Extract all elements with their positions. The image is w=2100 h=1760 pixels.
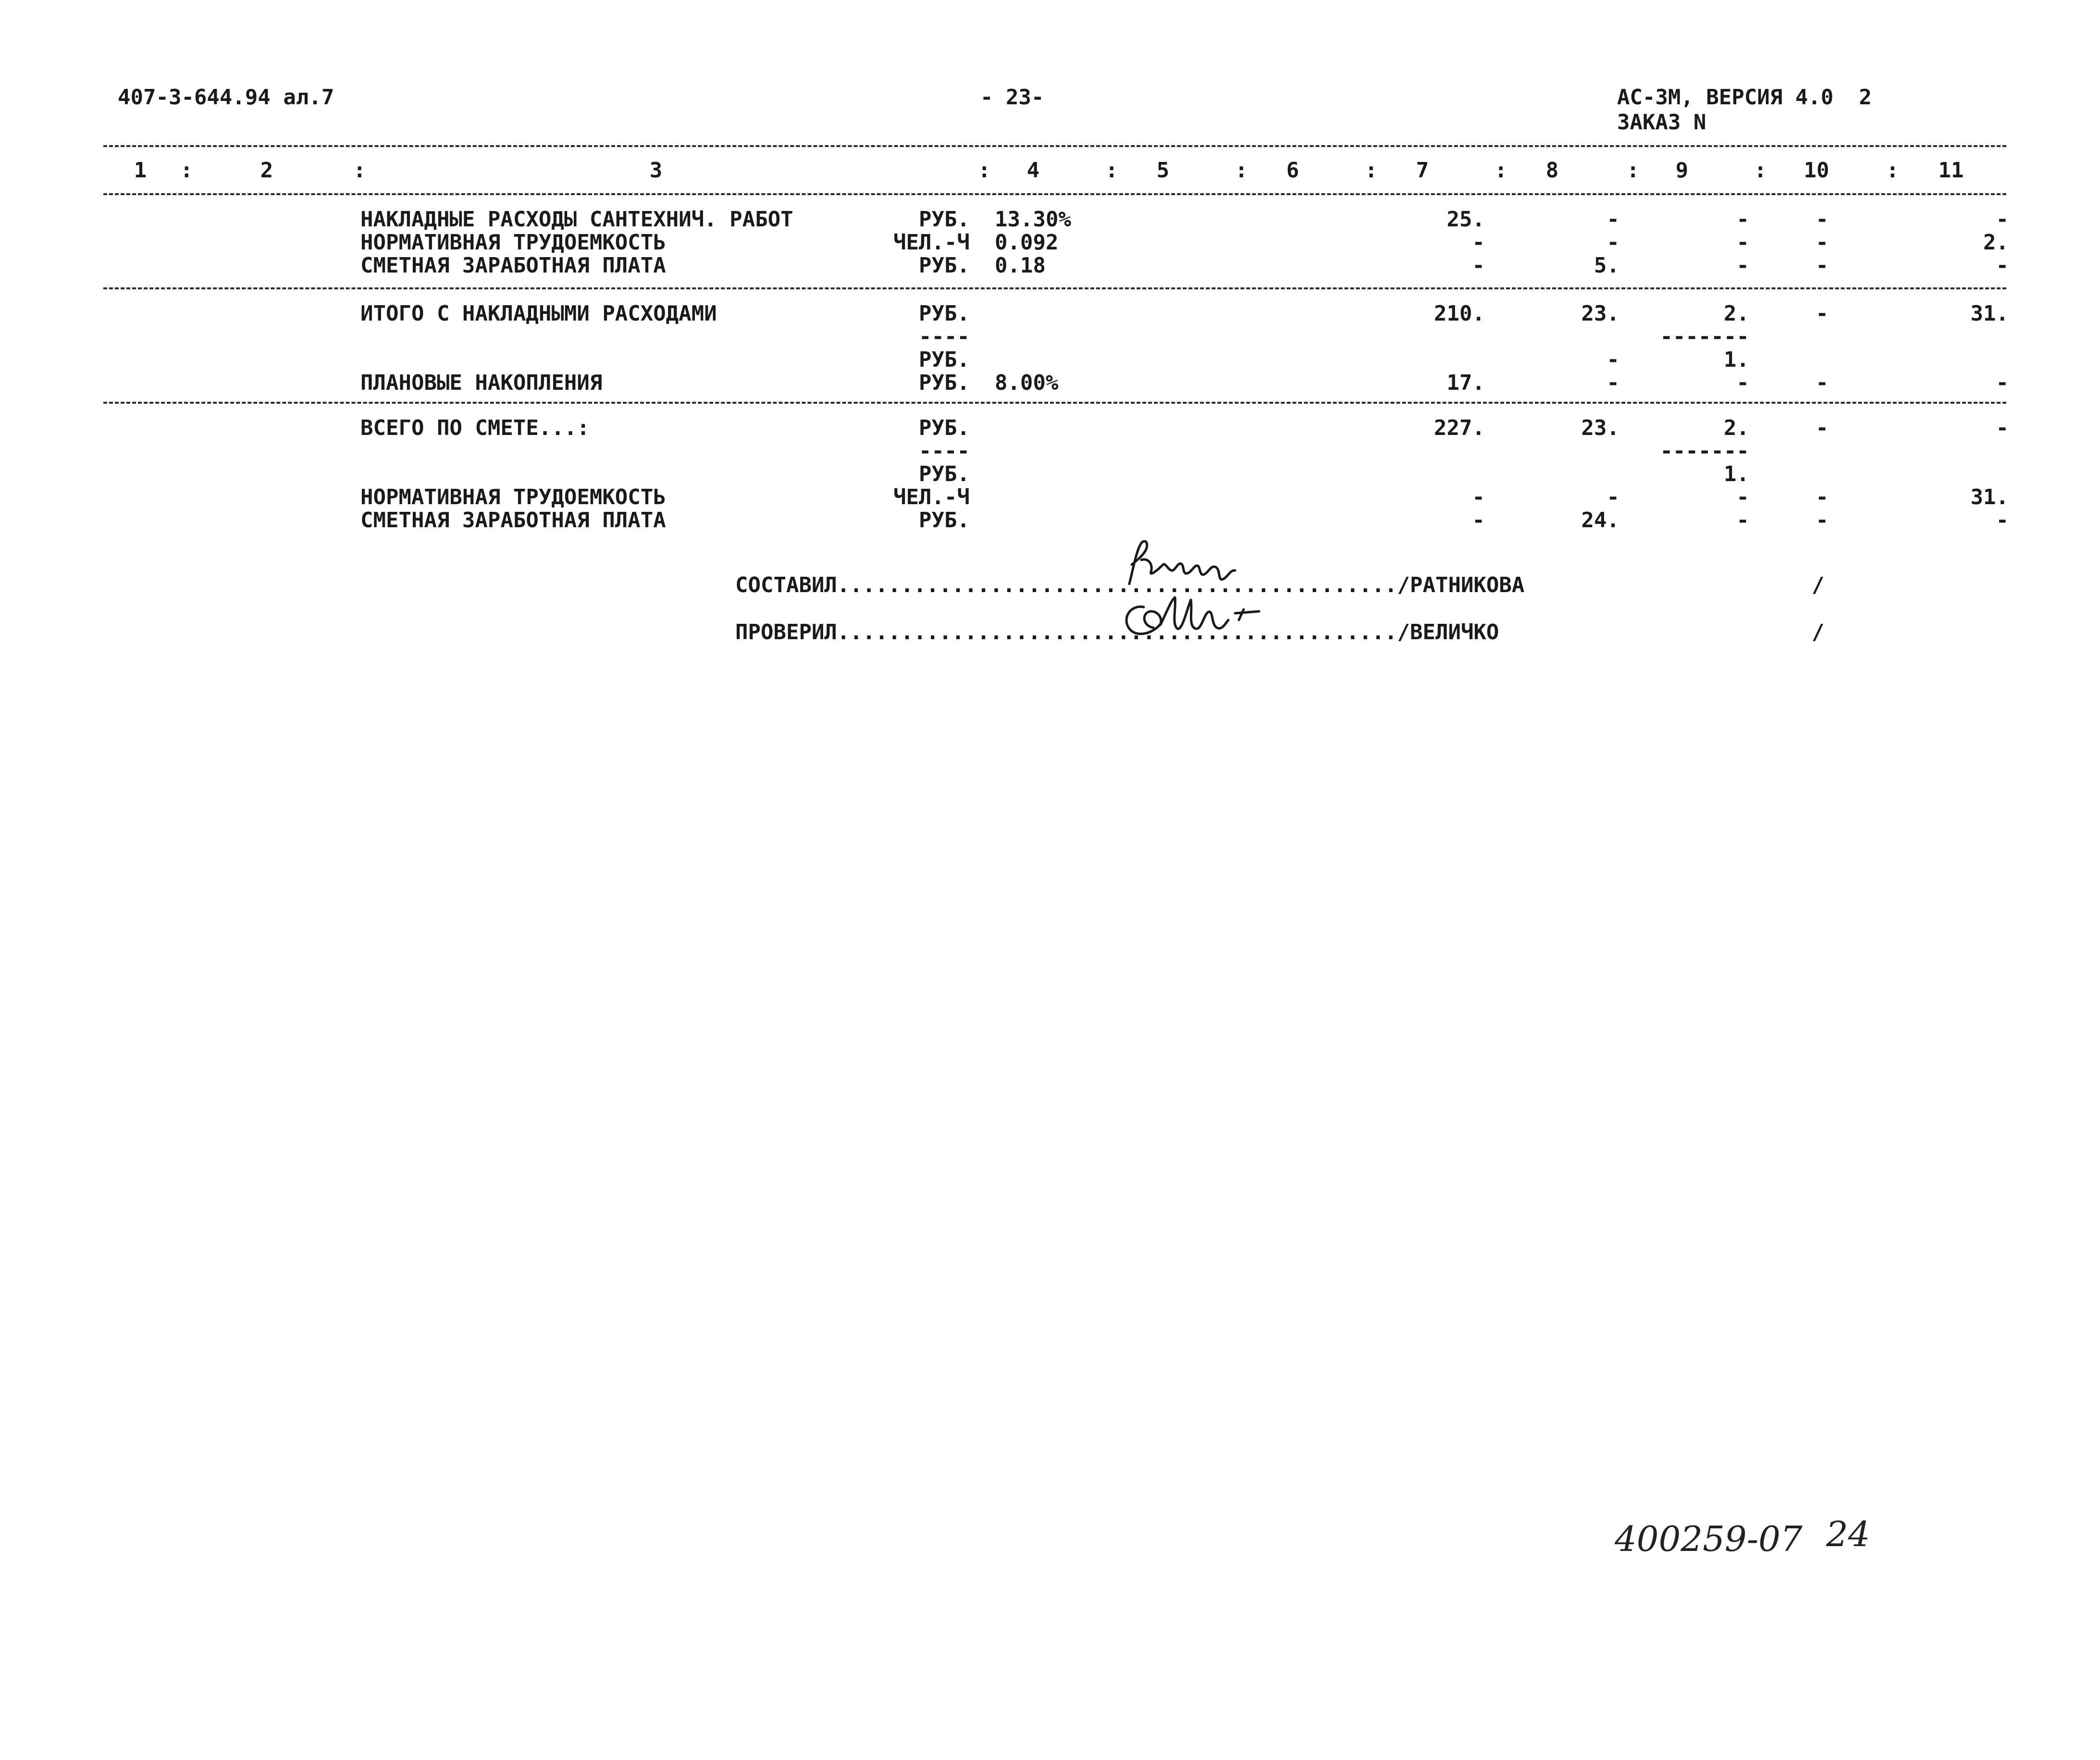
- sheet-number: 24: [1826, 1514, 1870, 1554]
- checked-by-line: ПРОВЕРИЛ............................................/ВЕЛИЧКО: [735, 620, 1499, 645]
- rule-header-bottom: [103, 193, 2006, 195]
- column-separator: :: [1365, 158, 1378, 183]
- column-separator: :: [1754, 158, 1767, 183]
- row-name: ПЛАНОВЫЕ НАКОПЛЕНИЯ: [360, 371, 603, 395]
- row-col9: -: [1736, 207, 1749, 232]
- row-col11: 2.: [1983, 230, 2009, 255]
- row-col11: -: [1996, 508, 2009, 533]
- program-version: АС-ЗМ, ВЕРСИЯ 4.0 2: [1617, 85, 1872, 110]
- row-rate: 0.092: [995, 230, 1059, 255]
- row-name: ИТОГО С НАКЛАДНЫМИ РАСХОДАМИ: [360, 301, 717, 326]
- row-col10: -: [1816, 301, 1828, 326]
- row-rate: 8.00%: [995, 371, 1059, 395]
- column-separator: :: [1627, 158, 1640, 183]
- row-col8: -: [1606, 207, 1619, 232]
- row-col8: 23.: [1581, 301, 1619, 326]
- column-number-11: 11: [1938, 158, 1964, 183]
- column-number-5: 5: [1156, 158, 1170, 183]
- row-col8: 5.: [1594, 253, 1619, 278]
- row-col9: 2.: [1724, 416, 1749, 440]
- column-separator: :: [1495, 158, 1507, 183]
- row-unit: РУБ.: [919, 301, 970, 326]
- row-name: НОРМАТИВНАЯ ТРУДОЕМКОСТЬ: [360, 230, 666, 255]
- rule-section-1: [103, 287, 2006, 289]
- column-separator: :: [1105, 158, 1118, 183]
- row-col7: -: [1472, 485, 1485, 509]
- row-col11: 31.: [1970, 485, 2009, 509]
- row-unit: РУБ.: [919, 508, 970, 533]
- row-col11: -: [1996, 371, 2009, 395]
- row-unit: ЧЕЛ.-Ч: [893, 485, 970, 509]
- column-number-8: 8: [1545, 158, 1559, 183]
- row-unit: ЧЕЛ.-Ч: [893, 230, 970, 255]
- column-number-4: 4: [1026, 158, 1040, 183]
- page-number: - 23-: [980, 85, 1044, 110]
- archive-number: 400259-07: [1615, 1519, 1803, 1559]
- row-unit: РУБ.: [919, 462, 970, 486]
- row-col10: -: [1816, 253, 1828, 278]
- column-separator: :: [180, 158, 193, 183]
- compiled-by-line: СОСТАВИЛ............................................/РАТНИКОВА: [735, 573, 1525, 597]
- row-col7: -: [1472, 230, 1485, 255]
- row-col9: -: [1736, 485, 1749, 509]
- row-col9: -: [1736, 508, 1749, 533]
- row-col9: 2.: [1724, 301, 1749, 326]
- row-col10: -: [1816, 508, 1828, 533]
- row-col10: -: [1816, 207, 1828, 232]
- row-col11: -: [1996, 416, 2009, 440]
- column-number-1: 1: [134, 158, 147, 183]
- row-rate: 0.18: [995, 253, 1046, 278]
- row-col9: 1.: [1724, 347, 1749, 372]
- row-unit: РУБ.: [919, 347, 970, 372]
- row-name: НОРМАТИВНАЯ ТРУДОЕМКОСТЬ: [360, 485, 666, 509]
- row-unit: РУБ.: [919, 253, 970, 278]
- column-number-3: 3: [649, 158, 663, 183]
- row-col10: -: [1816, 371, 1828, 395]
- row-col8: -: [1606, 230, 1619, 255]
- signature-compiled: [1115, 536, 1259, 594]
- document-code: 407-3-644.94 ал.7: [118, 85, 334, 110]
- compiled-by-slash: /: [1812, 573, 1825, 597]
- column-separator: :: [1886, 158, 1899, 183]
- row-col7: 210.: [1434, 301, 1485, 326]
- row-col11: 31.: [1970, 301, 2009, 326]
- row-col11: -: [1996, 207, 2009, 232]
- row-col9: 1.: [1724, 462, 1749, 486]
- rule-top: [103, 145, 2006, 147]
- signature-checked: [1115, 590, 1278, 643]
- row-name: СМЕТНАЯ ЗАРАБОТНАЯ ПЛАТА: [360, 508, 666, 533]
- row-col10: -: [1816, 230, 1828, 255]
- column-separator: :: [1235, 158, 1248, 183]
- row-name: ВСЕГО ПО СМЕТЕ...:: [360, 416, 590, 440]
- row-rate: 13.30%: [995, 207, 1071, 232]
- rule-section-2: [103, 402, 2006, 404]
- order-number: ЗАКАЗ N: [1617, 110, 1706, 135]
- row-col8: 24.: [1581, 508, 1619, 533]
- row-col7: 227.: [1434, 416, 1485, 440]
- column-number-10: 10: [1804, 158, 1829, 183]
- row-col7: 25.: [1446, 207, 1485, 232]
- row-unit: ----: [919, 439, 970, 463]
- row-col7: -: [1472, 253, 1485, 278]
- row-col9: -------: [1660, 324, 1749, 349]
- row-col11: -: [1996, 253, 2009, 278]
- row-col8: 23.: [1581, 416, 1619, 440]
- row-name: СМЕТНАЯ ЗАРАБОТНАЯ ПЛАТА: [360, 253, 666, 278]
- row-name: НАКЛАДНЫЕ РАСХОДЫ САНТЕХНИЧ. РАБОТ: [360, 207, 793, 232]
- row-col8: -: [1606, 485, 1619, 509]
- row-unit: РУБ.: [919, 416, 970, 440]
- row-col9: -: [1736, 371, 1749, 395]
- row-col7: -: [1472, 508, 1485, 533]
- row-col9: -------: [1660, 439, 1749, 463]
- row-unit: ----: [919, 324, 970, 349]
- column-separator: :: [353, 158, 366, 183]
- row-unit: РУБ.: [919, 207, 970, 232]
- row-unit: РУБ.: [919, 371, 970, 395]
- row-col10: -: [1816, 416, 1828, 440]
- column-number-2: 2: [260, 158, 273, 183]
- column-number-6: 6: [1286, 158, 1299, 183]
- row-col10: -: [1816, 485, 1828, 509]
- column-number-7: 7: [1416, 158, 1429, 183]
- row-col7: 17.: [1446, 371, 1485, 395]
- row-col8: -: [1606, 371, 1619, 395]
- checked-by-slash: /: [1812, 620, 1825, 645]
- row-col9: -: [1736, 253, 1749, 278]
- column-separator: :: [978, 158, 991, 183]
- column-number-9: 9: [1675, 158, 1689, 183]
- row-col8: -: [1606, 347, 1619, 372]
- row-col9: -: [1736, 230, 1749, 255]
